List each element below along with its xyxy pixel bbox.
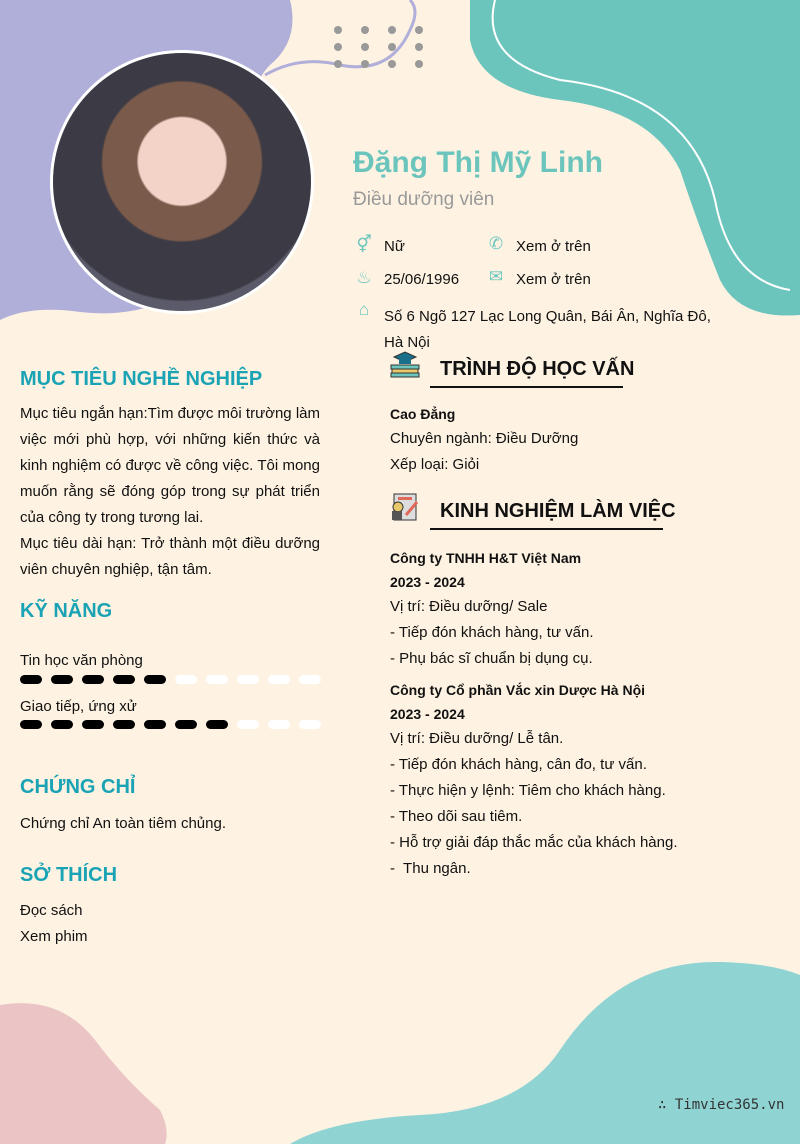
profile-photo <box>50 50 314 314</box>
job-line: - Hỗ trợ giải đáp thắc mắc của khách hàng. <box>390 834 678 851</box>
skill-segment-empty <box>175 675 197 684</box>
skill-name: Giao tiếp, ứng xử <box>20 698 137 715</box>
skill-segment-empty <box>237 720 259 729</box>
job-line: - Phụ bác sĩ chuẩn bị dụng cụ. <box>390 650 593 667</box>
job-line: - Tiếp đón khách hàng, tư vấn. <box>390 624 594 641</box>
job-line: - Tiếp đón khách hàng, cân đo, tư vấn. <box>390 756 647 773</box>
hobby-item: Đọc sách <box>20 902 83 919</box>
gender-value: Nữ <box>384 238 405 255</box>
experience-heading: KINH NGHIỆM LÀM VIỆC <box>440 500 676 522</box>
education-books-icon <box>390 351 420 379</box>
education-details <box>390 426 578 478</box>
education-school: Cao Đẳng <box>390 406 456 422</box>
skill-segment-empty <box>206 675 228 684</box>
phone-icon: ✆ <box>488 234 504 253</box>
skill-segment-empty <box>237 675 259 684</box>
skill-level-bar <box>20 675 321 684</box>
job-period: 2023 - 2024 <box>390 574 465 590</box>
gender-icon: ⚥ <box>356 235 372 254</box>
job-line: Vị trí: Điều dưỡng/ Sale <box>390 598 548 615</box>
work-experience-icon <box>390 493 420 521</box>
skill-segment-filled <box>82 675 104 684</box>
certificates-heading: CHỨNG CHỈ <box>20 776 136 798</box>
birthday-value: 25/06/1996 <box>384 271 460 288</box>
address-line-2: Hà Nội <box>384 334 430 351</box>
education-major: Chuyên ngành: Điều Dưỡng <box>390 430 579 447</box>
hobbies-list <box>20 898 88 950</box>
objective-short-term: Mục tiêu ngắn hạn:Tìm được môi trường làm việc mới phù hợp, với những kiến thức và kinh nghiệm có được về công việc. Tôi mong muốn rằng sẽ đóng góp trong sự phát triển của công ty trong tương lai. <box>20 405 320 526</box>
job-company: Công ty TNHH H&T Việt Nam <box>390 550 582 566</box>
address-line-1: Số 6 Ngõ 127 Lạc Long Quân, Bái Ân, Nghĩa Đô, <box>384 308 711 325</box>
experience-list <box>390 546 790 882</box>
objective-heading: MỤC TIÊU NGHỀ NGHIỆP <box>20 368 263 390</box>
skill-segment-empty <box>268 720 290 729</box>
job-company: Công ty Cổ phần Vắc xin Dược Hà Nội <box>390 682 646 698</box>
skill-segment-filled <box>113 720 135 729</box>
candidate-name: Đặng Thị Mỹ Linh <box>353 146 603 179</box>
hobbies-heading: SỞ THÍCH <box>20 864 118 886</box>
objective-body <box>20 401 320 583</box>
job-title: Điều dưỡng viên <box>353 189 495 210</box>
phone-value: Xem ở trên <box>516 238 591 255</box>
hobby-item: Xem phim <box>20 928 88 945</box>
email-value: Xem ở trên <box>516 271 591 288</box>
address <box>384 304 711 356</box>
job-line: - Thu ngân. <box>390 860 471 877</box>
objective-long-term: Mục tiêu dài hạn: Trở thành một điều dưỡng viên chuyên nghiệp, tận tâm. <box>20 535 320 578</box>
certificate-item: Chứng chỉ An toàn tiêm chủng. <box>20 815 227 832</box>
skill-segment-filled <box>144 675 166 684</box>
skill-segment-filled <box>175 720 197 729</box>
skill-segment-filled <box>82 720 104 729</box>
skill-segment-filled <box>206 720 228 729</box>
skill-segment-filled <box>144 720 166 729</box>
skill-segment-filled <box>51 720 73 729</box>
job-line: - Thực hiện y lệnh: Tiêm cho khách hàng. <box>390 782 666 799</box>
watermark: ∴ Timviec365.vn <box>658 1097 785 1113</box>
skill-segment-filled <box>113 675 135 684</box>
skill-segment-filled <box>20 675 42 684</box>
birthday-cake-icon: ♨ <box>356 268 372 287</box>
skill-segment-empty <box>299 720 321 729</box>
skill-name: Tin học văn phòng <box>20 652 143 669</box>
job-entry <box>390 546 790 672</box>
skill-level-bar <box>20 720 321 729</box>
job-line: Vị trí: Điều dưỡng/ Lễ tân. <box>390 730 564 747</box>
email-icon: ✉ <box>488 267 504 286</box>
skill-segment-empty <box>299 675 321 684</box>
divider <box>430 386 623 388</box>
skill-segment-filled <box>51 675 73 684</box>
divider <box>430 528 663 530</box>
home-icon: ⌂ <box>358 300 370 319</box>
job-line: - Theo dõi sau tiêm. <box>390 808 523 825</box>
job-period: 2023 - 2024 <box>390 706 465 722</box>
job-entry <box>390 678 790 882</box>
skills-heading: KỸ NĂNG <box>20 600 113 622</box>
skill-segment-filled <box>20 720 42 729</box>
education-heading: TRÌNH ĐỘ HỌC VẤN <box>440 358 635 380</box>
skill-segment-empty <box>268 675 290 684</box>
education-grade: Xếp loại: Giỏi <box>390 456 480 473</box>
